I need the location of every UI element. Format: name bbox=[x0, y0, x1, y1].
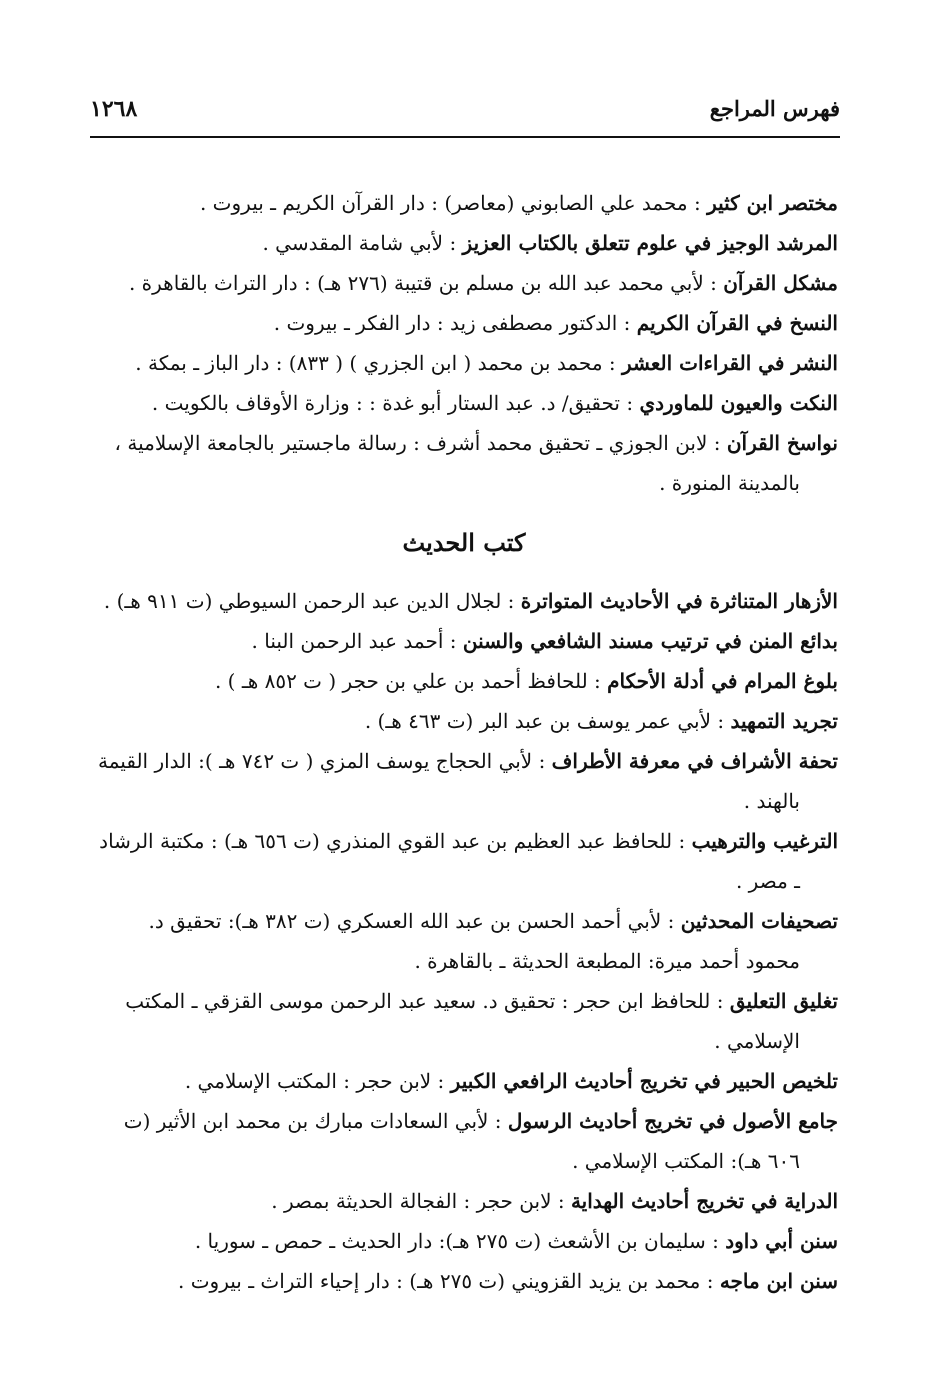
reference-title: سنن ابن ماجه bbox=[719, 1269, 838, 1293]
reference-entry bbox=[90, 901, 838, 981]
reference-details: : لأبي الحجاج يوسف المزي ( ت ٧٤٢ هـ ): الدار القيمة بالهند . bbox=[98, 749, 800, 813]
reference-title: تحفة الأشراف في معرفة الأطراف bbox=[551, 749, 838, 773]
reference-entry bbox=[90, 303, 838, 343]
reference-title: الأزهار المتناثرة في الأحاديث المتواترة bbox=[520, 589, 838, 613]
reference-details: : محمد بن محمد ( ابن الجزري ) ( ٨٣٣) : دار الباز ـ بمكة . bbox=[135, 351, 622, 375]
reference-details: : سليمان بن الأشعث (ت ٢٧٥ هـ): دار الحديث ـ حمص ـ سوريا . bbox=[194, 1229, 726, 1253]
reference-entry bbox=[90, 1101, 838, 1181]
reference-entry bbox=[90, 263, 838, 303]
reference-entry bbox=[90, 1261, 838, 1301]
reference-details: : للحافظ أحمد بن علي بن حجر ( ت ٨٥٢ هـ ) . bbox=[214, 669, 608, 693]
section-quran-references bbox=[90, 183, 838, 503]
reference-title: مشكل القرآن bbox=[723, 271, 838, 295]
reference-entry bbox=[90, 223, 838, 263]
reference-details: : محمد علي الصابوني (معاصر) : دار القرآن الكريم ـ بيروت . bbox=[199, 191, 708, 215]
reference-details: : لجلال الدين عبد الرحمن السيوطي (ت ٩١١ هـ) . bbox=[103, 589, 521, 613]
reference-entry bbox=[90, 981, 838, 1061]
page-header bbox=[90, 96, 840, 132]
section-heading-hadith: كتب الحديث bbox=[402, 528, 526, 557]
reference-entry bbox=[90, 1221, 838, 1261]
section-hadith-references bbox=[90, 581, 838, 1301]
reference-title: نواسخ القرآن bbox=[726, 431, 838, 455]
reference-title: جامع الأصول في تخريج أحاديث الرسول bbox=[507, 1109, 838, 1133]
reference-entry bbox=[90, 183, 838, 223]
reference-entry bbox=[90, 383, 838, 423]
reference-title: سنن أبي داود bbox=[725, 1229, 838, 1253]
reference-details: : لأبي شامة المقدسي . bbox=[262, 231, 463, 255]
reference-details: : للحافظ ابن حجر : تحقيق د. سعيد عبد الرحمن موسى القزقي ـ المكتب الإسلامي . bbox=[125, 989, 800, 1053]
reference-title: تصحيفات المحدثين bbox=[680, 909, 838, 933]
reference-details: : لابن الجوزي ـ تحقيق محمد أشرف : رسالة ماجستير بالجامعة الإسلامية ، بالمدينة المنورة . bbox=[114, 431, 800, 495]
reference-details: : لابن حجر : المكتب الإسلامي . bbox=[184, 1069, 451, 1093]
reference-details: : أحمد عبد الرحمن البنا . bbox=[251, 629, 463, 653]
reference-title: النسخ في القرآن الكريم bbox=[636, 311, 838, 335]
reference-title: النكت والعيون للماوردي bbox=[639, 391, 838, 415]
reference-entry bbox=[90, 343, 838, 383]
references-list bbox=[90, 183, 838, 1301]
reference-details: : لأبي عمر يوسف بن عبد البر (ت ٤٦٣ هـ) . bbox=[364, 709, 731, 733]
reference-details: : تحقيق/ د. عبد الستار أبو غدة : : وزارة الأوقاف بالكويت . bbox=[151, 391, 640, 415]
reference-entry bbox=[90, 701, 838, 741]
header-rule bbox=[90, 136, 840, 138]
reference-entry bbox=[90, 621, 838, 661]
reference-title: النشر في القراءات العشر bbox=[621, 351, 838, 375]
reference-title: مختصر ابن كثير bbox=[707, 191, 838, 215]
reference-title: بدائع المنن في ترتيب مسند الشافعي والسنن bbox=[462, 629, 838, 653]
reference-details: : الدكتور مصطفى زيد : دار الفكر ـ بيروت . bbox=[273, 311, 637, 335]
reference-entry bbox=[90, 1061, 838, 1101]
reference-details: : لابن حجر : الفجالة الحديثة بمصر . bbox=[271, 1189, 571, 1213]
reference-title: المرشد الوجيز في علوم تتعلق بالكتاب العزيز bbox=[462, 231, 838, 255]
reference-details: : محمد بن يزيد القزويني (ت ٢٧٥ هـ) : دار إحياء التراث ـ بيروت . bbox=[178, 1269, 720, 1293]
reference-title: الترغيب والترهيب bbox=[691, 829, 838, 853]
reference-entry bbox=[90, 661, 838, 701]
reference-entry bbox=[90, 821, 838, 901]
reference-details: : لأبي أحمد الحسن بن عبد الله العسكري (ت ٣٨٢ هـ): تحقيق د. محمود أحمد ميرة: المطبعة الحديثة ـ بالقاهرة . bbox=[148, 909, 800, 973]
running-title: فهرس المراجع bbox=[709, 96, 840, 121]
reference-title: تجريد التمهيد bbox=[730, 709, 838, 733]
reference-entry bbox=[90, 581, 838, 621]
reference-entry bbox=[90, 423, 838, 503]
page-number: ١٢٦٨ bbox=[90, 96, 138, 122]
reference-title: بلوغ المرام في أدلة الأحكام bbox=[607, 669, 838, 693]
reference-details: : لأبي محمد عبد الله بن مسلم بن قتيبة (٢٧٦ هـ) : دار التراث بالقاهرة . bbox=[128, 271, 724, 295]
reference-title: الدراية في تخريج أحاديث الهداية bbox=[570, 1189, 838, 1213]
reference-entry bbox=[90, 1181, 838, 1221]
reference-title: تلخيص الحبير في تخريج أحاديث الرافعي الكبير bbox=[450, 1069, 838, 1093]
reference-title: تغليق التعليق bbox=[729, 989, 838, 1013]
reference-details: : لأبي السعادات مبارك بن محمد ابن الأثير (ت ٦٠٦ هـ): المكتب الإسلامي . bbox=[123, 1109, 800, 1173]
reference-details: : للحافظ عبد العظيم بن عبد القوي المنذري (ت ٦٥٦ هـ) : مكتبة الرشاد ـ مصر . bbox=[99, 829, 800, 893]
reference-entry bbox=[90, 741, 838, 821]
